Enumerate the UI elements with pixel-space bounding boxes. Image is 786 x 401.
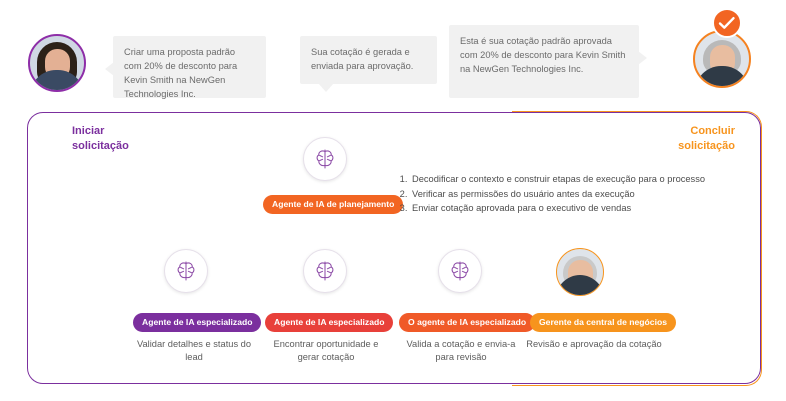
label-complete-request (655, 124, 735, 154)
node-business-desk-manager[interactable] (556, 248, 604, 296)
avatar-illustration (557, 249, 603, 295)
avatar-illustration (30, 36, 84, 90)
label-end-line2: solicitação (678, 139, 735, 152)
check-glyph (718, 15, 736, 31)
avatar-illustration (695, 32, 749, 86)
node-specialized-ai-agent-3[interactable] (438, 249, 482, 293)
label-end-line1: Concluir (690, 125, 735, 137)
speech-bubble-generated (300, 36, 437, 84)
speech-bubble-approved (449, 25, 639, 98)
bubble-text: Criar uma proposta padrão com 20% de desconto para Kevin Smith na NewGen Technologies Inc. (124, 47, 238, 100)
bubble-tail (638, 51, 647, 65)
ai-brain-icon (312, 146, 338, 172)
planner-step: 3. Enviar cotação aprovada para o executivo de vendas (410, 201, 764, 216)
caption-agent-1: Validar detalhes e status do lead (136, 339, 252, 363)
ai-brain-icon (173, 258, 199, 284)
planner-step: 2. Verificar as permissões do usuário antes da execução (410, 187, 764, 202)
check-icon (712, 8, 742, 38)
node-specialized-ai-agent-2[interactable] (303, 249, 347, 293)
chip-planning-ai-agent[interactable]: Agente de IA de planejamento (263, 195, 403, 214)
ai-brain-icon (447, 258, 473, 284)
label-start-line1: Iniciar (72, 125, 105, 137)
planner-step: 1. Decodificar o contexto e construir etapas de execução para o processo (410, 172, 764, 187)
chip-specialized-ai-agent-1[interactable]: Agente de IA especializado (133, 313, 261, 332)
label-start-line2: solicitação (72, 139, 129, 152)
avatar-sales-executive (693, 30, 751, 88)
chip-business-desk-manager[interactable]: Gerente da central de negócios (530, 313, 676, 332)
speech-bubble-request (113, 36, 266, 98)
chip-specialized-ai-agent-3[interactable]: O agente de IA especializado (399, 313, 535, 332)
caption-manager: Revisão e aprovação da cotação (526, 339, 662, 349)
ai-brain-icon (312, 258, 338, 284)
bubble-tail (105, 62, 114, 76)
chip-specialized-ai-agent-2[interactable]: Agente de IA especializado (265, 313, 393, 332)
caption-agent-2: Encontrar oportunidade e gerar cotação (273, 339, 379, 363)
node-specialized-ai-agent-1[interactable] (164, 249, 208, 293)
avatar-user (28, 34, 86, 92)
bubble-tail (318, 83, 334, 92)
planner-steps-list (392, 172, 764, 216)
avatar-torso (695, 66, 749, 88)
node-planning-ai-agent[interactable] (303, 137, 347, 181)
label-start-request (72, 124, 129, 154)
caption-agent-3: Valida a cotação e envia-a para revisão (406, 339, 516, 363)
bubble-text: Esta é sua cotação padrão aprovada com 20% de desconto para Kevin Smith na NewGen Technologies Inc. (460, 36, 626, 75)
bubble-text: Sua cotação é gerada e enviada para aprovação. (311, 47, 414, 72)
